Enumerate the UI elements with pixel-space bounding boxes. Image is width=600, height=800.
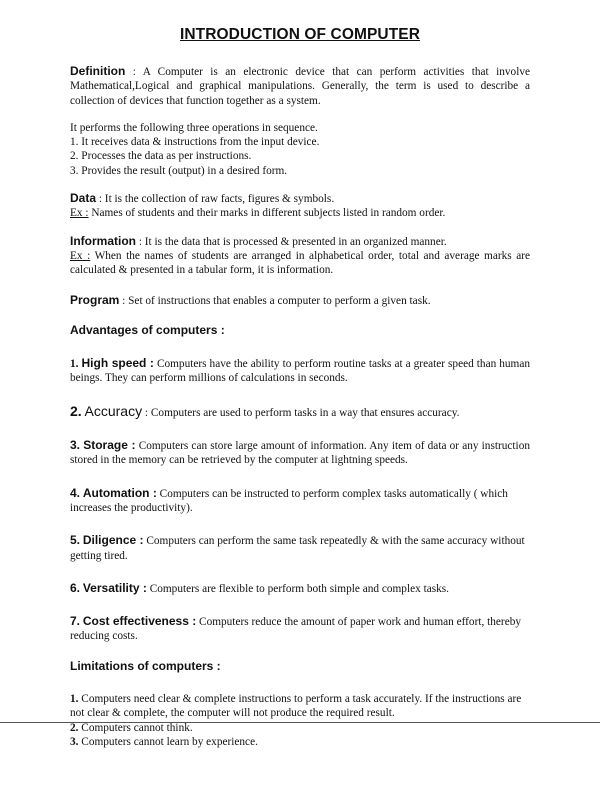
advantage-number: 4. (70, 485, 81, 500)
limitations-heading: Limitations of computers : (70, 658, 221, 673)
page-bottom-rule (0, 722, 600, 723)
operation-item: 2. Processes the data as per instructions. (70, 150, 252, 163)
advantage-number: 1. (70, 358, 79, 371)
program-text: : Set of instructions that enables a computer to perform a given task. (119, 294, 431, 307)
advantage-term: Versatility : (82, 580, 147, 595)
limitation-text: Computers cannot learn by experience. (78, 735, 258, 748)
advantage-number: 3. (70, 438, 81, 453)
advantage-item (70, 614, 530, 644)
advantage-item (70, 486, 530, 516)
advantage-term: Accuracy (84, 402, 143, 419)
limitation-text: Computers need clear & complete instructions to perform a task accurately. If the instructions are not clear & complete, the computer will not produce the required result. (70, 693, 522, 720)
definition-term: Definition (70, 64, 126, 78)
advantage-number: 6. (70, 580, 81, 595)
advantages-heading: Advantages of computers : (70, 322, 225, 337)
document-page (70, 26, 530, 749)
data-text: : It is the collection of raw facts, figures & symbols. (96, 193, 335, 206)
information-definition (70, 234, 530, 278)
limitation-number: 3. (70, 735, 79, 748)
advantage-number: 5. (70, 533, 81, 548)
limitations-list (70, 692, 530, 749)
data-term: Data (70, 191, 97, 206)
operation-item: 3. Provides the result (output) in a desired form. (70, 164, 288, 177)
advantage-term: Cost effectiveness : (82, 614, 197, 629)
limitation-text: Computers cannot think. (78, 721, 193, 734)
advantage-text: Computers are flexible to perform both simple and complex tasks. (146, 582, 449, 595)
page-title: INTRODUCTION OF COMPUTER (179, 26, 421, 43)
advantage-item (70, 581, 530, 596)
advantage-term: Automation : (82, 485, 157, 500)
limitation-number: 2. (70, 721, 79, 734)
advantage-text: Computers have the ability to perform routine tasks at a greater speed than human beings. They can perform millions of calculations in seconds. (70, 358, 530, 385)
advantage-text: Computers can be instructed to perform complex tasks automatically ( which increases the productivity). (70, 487, 508, 514)
advantage-item (70, 533, 530, 563)
advantage-item (70, 356, 530, 386)
advantage-text: Computers can perform the same task repeatedly & with the same accuracy without getting tired. (70, 535, 525, 562)
information-text: : It is the data that is processed & presented in an organized manner. (136, 235, 447, 248)
advantage-item (70, 404, 530, 420)
limitation-number: 1. (70, 693, 79, 706)
limitation-item (70, 735, 530, 749)
operations-intro: It performs the following three operations in sequence. (70, 121, 318, 134)
advantage-text: Computers reduce the amount of paper work and human effort, thereby reducing costs. (70, 616, 522, 643)
advantage-number: 7. (70, 614, 81, 629)
limitation-item (70, 692, 530, 721)
advantage-text: : Computers are used to perform tasks in a way that ensures accuracy. (142, 406, 460, 419)
information-example-text: When the names of students are arranged in alphabetical order, total and average marks are calculated & presented in a tabular form, it is information. (70, 249, 530, 277)
definition-text: : A Computer is an electronic device that can perform activities that involve Mathematical,Logical and graphical manipulations. Generally, the term is used to describe a collection of devices that function together as a system. (70, 66, 530, 107)
advantage-text: Computers can store large amount of information. Any item of data or any instruction stored in the memory can be retrieved by the computer at lightning speeds. (70, 440, 530, 467)
advantage-number: 2. (70, 402, 82, 419)
advantage-term: Diligence : (82, 533, 144, 548)
operation-item: 1. It receives data & instructions from the input device. (70, 136, 320, 149)
advantage-term: Storage : (83, 438, 136, 453)
program-term: Program (70, 292, 120, 307)
data-example-label: Ex : (70, 207, 89, 220)
information-example-label: Ex : (70, 249, 91, 262)
data-example-text: Names of students and their marks in different subjects listed in random order. (88, 207, 446, 220)
advantage-term: High speed : (81, 356, 154, 371)
advantage-item (70, 438, 530, 468)
operations-block (70, 121, 530, 178)
information-term: Information (70, 233, 136, 248)
program-definition (70, 293, 530, 308)
definition-paragraph (70, 64, 530, 108)
data-definition (70, 191, 530, 221)
